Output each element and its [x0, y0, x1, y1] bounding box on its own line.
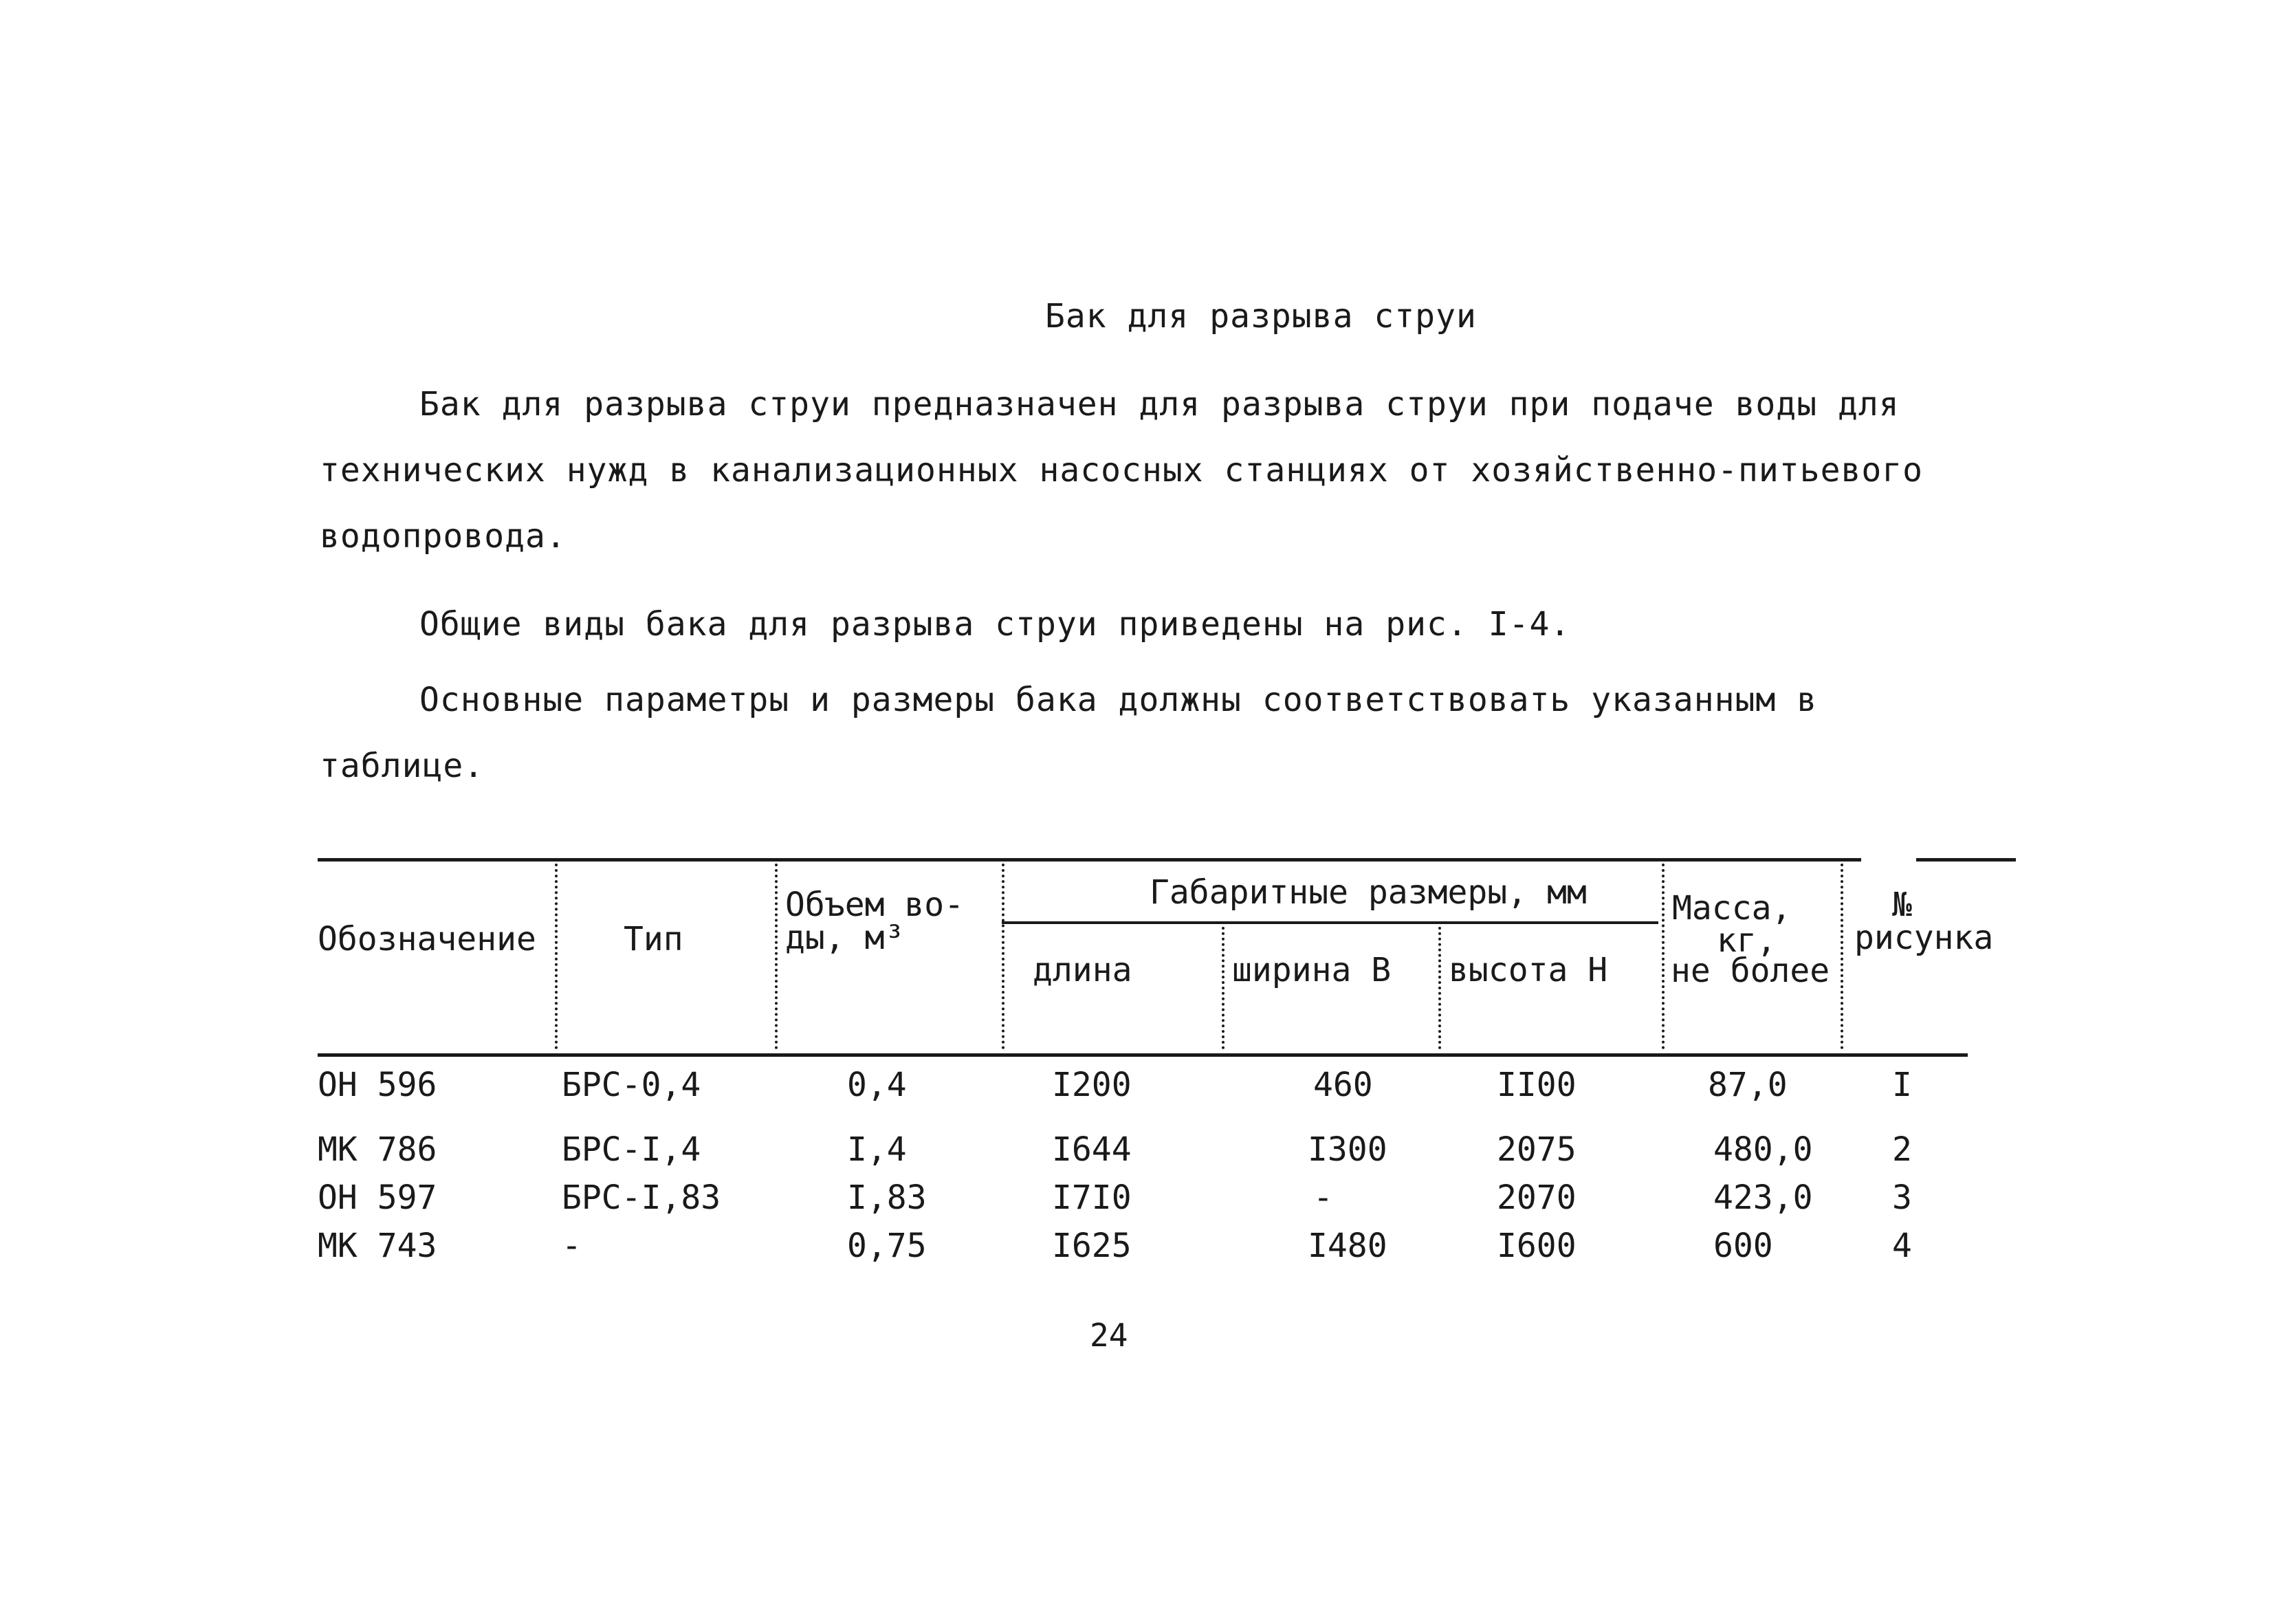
row4-height: I600: [1497, 1227, 1577, 1265]
table-top-rule: [318, 858, 1861, 862]
paragraph-parameters-text: Основные параметры и размеры бака должны соответствовать указанным в таблице.: [320, 681, 1818, 785]
header-height: высота Н: [1449, 951, 1608, 989]
row3-volume: I,83: [847, 1178, 927, 1217]
row3-type: БРС-I,83: [562, 1178, 721, 1217]
row1-mass: 87,0: [1708, 1066, 1788, 1104]
header-mass-line2: кг,: [1717, 921, 1777, 960]
paragraph-figures: [320, 591, 1956, 657]
row1-volume: 0,4: [847, 1066, 907, 1104]
column-separator: [1841, 864, 1843, 1049]
parameters-table: [318, 858, 2016, 1271]
page-number: 24: [1090, 1317, 1128, 1354]
header-designation: Обозначение: [318, 920, 536, 958]
row4-designation: МК 743: [318, 1227, 437, 1265]
row1-figure: I: [1892, 1066, 1912, 1104]
row1-type: БРС-0,4: [562, 1066, 701, 1104]
column-separator: [1438, 927, 1441, 1049]
header-figure-line2: рисунка: [1854, 919, 1994, 957]
table-top-rule-right: [1916, 858, 2016, 862]
header-mass-line3: не более: [1671, 952, 1830, 990]
row4-type: -: [562, 1227, 582, 1265]
row2-volume: I,4: [847, 1130, 907, 1169]
header-width: ширина В: [1232, 951, 1392, 989]
row1-width: 460: [1313, 1066, 1373, 1104]
row3-figure: 3: [1892, 1178, 1912, 1217]
row1-designation: ОН 596: [318, 1066, 437, 1104]
paragraph-parameters: [320, 667, 1956, 799]
header-volume-line2: ды, м³: [785, 919, 905, 957]
row3-mass: 423,0: [1713, 1178, 1813, 1217]
dimensions-underline: [1002, 921, 1658, 924]
row3-width: -: [1313, 1178, 1333, 1217]
row4-figure: 4: [1892, 1227, 1912, 1265]
paragraph-purpose: [320, 371, 1956, 569]
header-mass-line1: Масса,: [1672, 889, 1792, 928]
row3-length: I7I0: [1052, 1178, 1132, 1217]
paragraph-purpose-text: Бак для разрыва струи предназначен для разрыва струи при подаче воды для технических нужд в канализационных насосных станциях от хозяйственно-питьевого водопровода.: [320, 385, 1924, 556]
row4-volume: 0,75: [847, 1227, 927, 1265]
row2-designation: МК 786: [318, 1130, 437, 1169]
row2-height: 2075: [1497, 1130, 1577, 1169]
header-type: Тип: [624, 920, 683, 958]
paragraph-figures-text: Общие виды бака для разрыва струи приведены на рис. I-4.: [419, 605, 1571, 644]
column-separator: [1222, 927, 1225, 1049]
column-separator: [775, 864, 778, 1049]
header-figure-line1: №: [1892, 886, 1912, 924]
row1-height: II00: [1497, 1066, 1577, 1104]
column-separator: [555, 864, 558, 1049]
row2-figure: 2: [1892, 1130, 1912, 1169]
row2-mass: 480,0: [1713, 1130, 1813, 1169]
header-dimensions: Габаритные размеры, мм: [1150, 873, 1587, 912]
column-separator: [1662, 864, 1665, 1049]
row4-length: I625: [1052, 1227, 1132, 1265]
table-header-rule: [318, 1053, 1968, 1057]
row2-type: БРС-I,4: [562, 1130, 701, 1169]
row3-height: 2070: [1497, 1178, 1577, 1217]
row3-designation: ОН 597: [318, 1178, 437, 1217]
header-length: длина: [1033, 951, 1132, 989]
row4-width: I480: [1308, 1227, 1387, 1265]
header-volume-line1: Объем во-: [785, 886, 965, 924]
section-heading: Бак для разрыва струи: [1045, 297, 1477, 336]
row4-mass: 600: [1713, 1227, 1773, 1265]
row1-length: I200: [1052, 1066, 1132, 1104]
row2-length: I644: [1052, 1130, 1132, 1169]
column-separator: [1002, 864, 1004, 1049]
row2-width: I300: [1308, 1130, 1387, 1169]
